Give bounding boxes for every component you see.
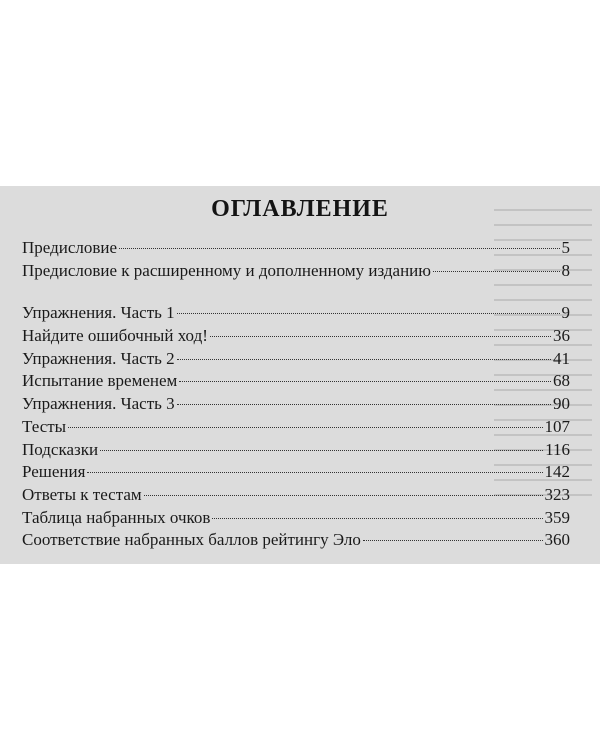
- dot-leader: [212, 518, 542, 519]
- dot-leader: [119, 248, 559, 249]
- toc-entry-title: Таблица набранных очков: [22, 507, 211, 527]
- dot-leader: [87, 472, 542, 473]
- toc-entry-title: Тесты: [22, 416, 67, 436]
- dot-leader: [177, 313, 560, 314]
- toc-entry-title: Ответы к тестам: [22, 484, 142, 504]
- toc-entry: [22, 238, 570, 261]
- toc-entry: [22, 417, 570, 440]
- dot-leader: [68, 427, 542, 428]
- toc-entry-title: Найдите ошибочный ход!: [22, 326, 208, 346]
- dot-leader: [100, 450, 543, 451]
- toc-entry-page: 107: [544, 416, 570, 436]
- dot-leader: [177, 359, 551, 360]
- dot-leader: [177, 404, 551, 405]
- toc-entry-page: 90: [553, 394, 570, 414]
- toc-entry: [22, 462, 570, 485]
- toc-entry: [22, 485, 570, 508]
- toc-entry: [22, 394, 570, 417]
- toc-entry-page: 8: [561, 260, 570, 280]
- toc-entry-page: 9: [561, 303, 570, 323]
- toc-entry-title: Упражнения. Часть 1: [22, 303, 175, 323]
- toc-entry-page: 41: [553, 348, 570, 368]
- toc-entry-title: Решения: [22, 462, 86, 482]
- toc-entry: [22, 261, 570, 284]
- toc-entry-title: Упражнения. Часть 3: [22, 394, 175, 414]
- toc-entry-page: 116: [545, 439, 570, 459]
- toc-entry-page: 359: [544, 507, 570, 527]
- toc-entry: [22, 349, 570, 372]
- toc-entry-page: 360: [544, 530, 570, 550]
- toc-entry-page: 68: [553, 371, 570, 391]
- toc-entry-page: 36: [553, 326, 570, 346]
- dot-leader: [363, 540, 543, 541]
- toc-entry-title: Упражнения. Часть 2: [22, 348, 175, 368]
- toc-entry-title: Предисловие к расширенному и дополненному изданию: [22, 260, 431, 280]
- toc-entry: [22, 508, 570, 531]
- toc-entry: [22, 326, 570, 349]
- table-of-contents: [22, 238, 570, 553]
- toc-entry: [22, 440, 570, 463]
- toc-entry-title: Соответствие набранных баллов рейтингу Эло: [22, 530, 361, 550]
- dot-leader: [433, 271, 560, 272]
- dot-leader: [210, 336, 551, 337]
- toc-entry-page: 323: [544, 484, 570, 504]
- dot-leader: [144, 495, 543, 496]
- toc-entry-page: 142: [544, 462, 570, 482]
- dot-leader: [179, 381, 551, 382]
- toc-entry-title: Подсказки: [22, 439, 99, 459]
- toc-entry: [22, 530, 570, 553]
- toc-entry-title: Испытание временем: [22, 371, 178, 391]
- toc-entry: [22, 371, 570, 394]
- toc-entry-title: Предисловие: [22, 238, 118, 257]
- toc-entry: [22, 303, 570, 326]
- toc-entry-page: 5: [561, 238, 570, 257]
- page-title: ОГЛАВЛЕНИЕ: [211, 196, 389, 222]
